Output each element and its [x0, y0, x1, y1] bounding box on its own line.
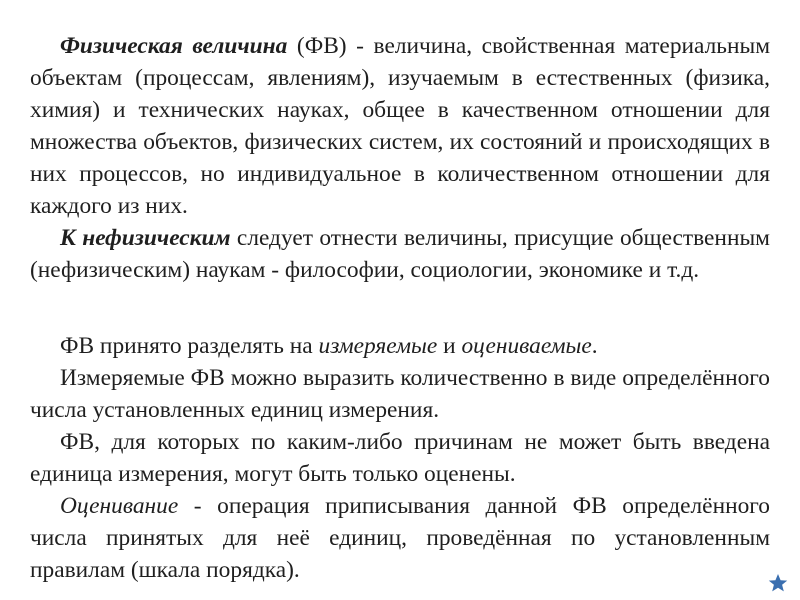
definitions-top-block	[30, 30, 770, 286]
classification-mid: и	[437, 333, 462, 359]
classification-before: ФВ принято разделять на	[60, 333, 319, 359]
definitions-bottom-block	[30, 330, 770, 586]
term-estimation: Оценивание	[60, 493, 179, 519]
term-estimable: оцениваемые	[461, 333, 592, 359]
star-icon-shape	[769, 574, 787, 591]
physical-quantity-definition: (ФВ) - величина, свойственная материальным объектам (процессам, явлениям), изучаемым в естественных (физика, химия) и технических науках, общее в качественном отношении для множества объектов, физических систем, их состояний и происходящих в них процессов, но индивидуальное в количественном отношении для каждого из них.	[30, 33, 770, 219]
term-non-physical: К нефизическим	[60, 225, 231, 251]
paragraph-non-physical	[30, 222, 770, 286]
classification-after: .	[591, 333, 598, 359]
estimation-definition: - операция приписывания данной ФВ определённого числа принятых для неё единиц, проведённая по установленным правилам (шкала порядка).	[30, 493, 770, 583]
paragraph-estimation	[30, 490, 770, 586]
paragraph-classification	[30, 330, 770, 362]
term-physical-quantity: Физическая величина	[60, 33, 288, 59]
paragraph-physical-quantity	[30, 30, 770, 222]
paragraph-estimable: ФВ, для которых по каким-либо причинам не может быть введена единица измерения, могут быть только оценены.	[30, 429, 770, 487]
non-physical-definition: следует отнести величины, присущие общественным (нефизическим) наукам - философии, социологии, экономике и т.д.	[30, 225, 770, 283]
star-icon[interactable]	[768, 573, 788, 593]
paragraph-measurable: Измеряемые ФВ можно выразить количественно в виде определённого числа установленных единиц измерения.	[30, 365, 770, 423]
term-measurable: измеряемые	[318, 333, 438, 359]
